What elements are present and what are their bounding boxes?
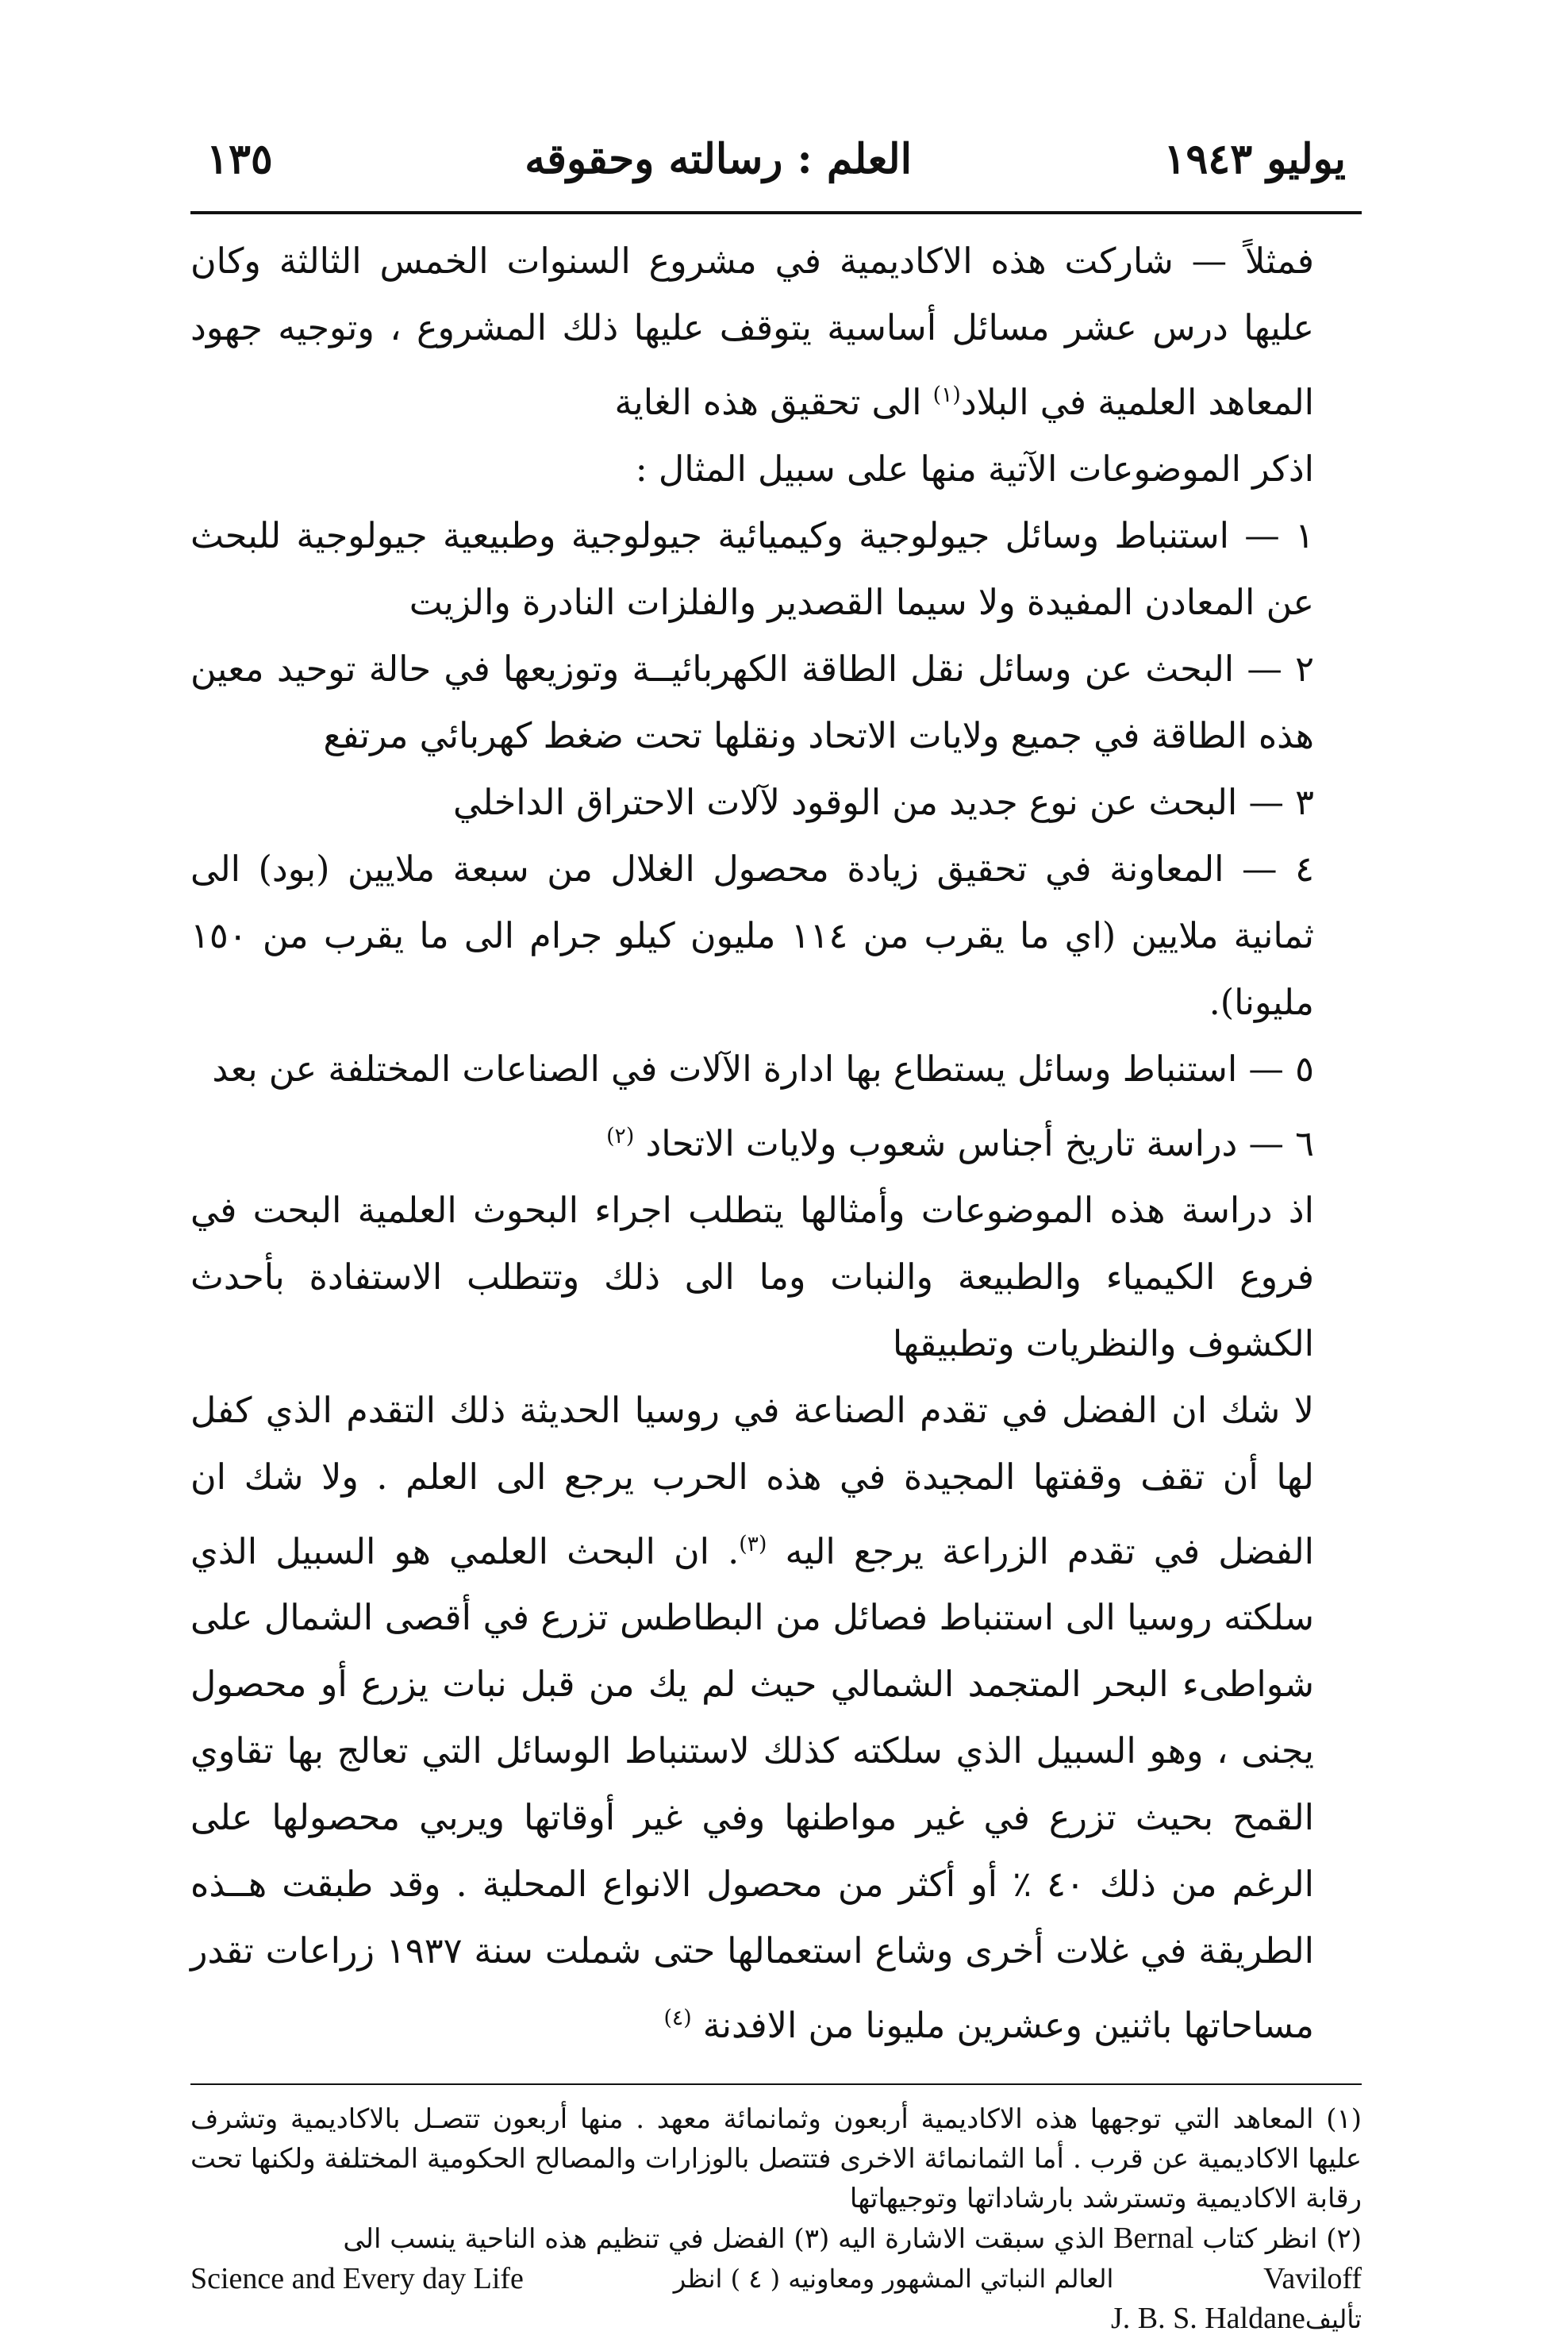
- article-body: [190, 229, 1362, 2060]
- list-item: ٦ — دراسة تاريخ أجناس شعوب ولايات الاتحاد $^{(٢)}$: [606, 1123, 1314, 1164]
- list-item: ٤ — المعاونة في تحقيق زيادة محصول الغلال من سبعة ملايين (بود) الى ثمانية ملايين (اي ما يقرب من ١١٤ مليون كيلو جرام الى ما يقرب من ١٥٠ مليونا).: [190, 848, 1314, 1023]
- footnote-ref: (٣): [739, 1531, 767, 1556]
- header-title: العلم : رسالته وحقوقه: [525, 135, 913, 183]
- footnote-3-4: Science and Every day Life العالم النباتي المشهور ومعاونيه ( ٤ ) انظر Vaviloff: [190, 2259, 1362, 2299]
- citation-vaviloff: Vaviloff: [1263, 2262, 1362, 2296]
- footnotes: [190, 2099, 1362, 2339]
- list-item: ٥ — استنباط وسائل يستطاع بها ادارة الآلات في الصناعات المختلفة عن بعد: [212, 1048, 1314, 1090]
- paragraph: اذ دراسة هذه الموضوعات وأمثالها يتطلب اجراء البحوث العلمية البحت في فروع الكيمياء والطبيعة والنبات وما الى ذلك وتتطلب الاستفادة بأحدث الكشوف والنظريات وتطبيقها: [190, 1190, 1314, 1364]
- page-number: ١٣٥: [206, 135, 273, 183]
- header-date: يوليو ١٩٤٣: [1163, 135, 1346, 183]
- citation-author-line: J. B. S. Haldaneتأليف: [1110, 2302, 1362, 2336]
- list-item: ٢ — البحث عن وسائل نقل الطاقة الكهربائيــة وتوزيعها في حالة توحيد معين هذه الطاقة في جميع ولايات الاتحاد ونقلها تحت ضغط كهربائي مرتفع: [190, 648, 1314, 756]
- citation-book-title: Science and Every day Life: [190, 2262, 524, 2296]
- footnote-2-3: (٢) انظر كتاب Bernal الذي سبقت الاشارة اليه (٣) الفضل في تنظيم هذه الناحية ينسب الى: [343, 2222, 1362, 2256]
- citation-bernal: Bernal: [1113, 2222, 1194, 2256]
- footnote-1: (١) المعاهد التي توجهها هذه الاكاديمية أربعون وثمانمائة معهد . منها أربعون تتصـل بالاكاديمية وتشرف عليها الاكاديمية عن قرب . أما الثمانمائة الاخرى فتتصل بالوزارات والمصالح الحكومية المختلفة ولكنها تحت رقابة الاكاديمية وتسترشد بارشاداتها وتوجيهاتها: [190, 2103, 1362, 2215]
- running-header: [190, 135, 1362, 198]
- list-item: ٣ — البحث عن نوع جديد من الوقود لآلات الاحتراق الداخلي: [452, 782, 1314, 823]
- footnote-ref: (٤): [663, 2006, 692, 2031]
- list-item: ١ — استنباط وسائل جيولوجية وكيميائية جيولوجية وطبيعية جيولوجية للبحث عن المعادن المفيدة ولا سيما القصدير والفلزات النادرة والزيت: [190, 515, 1314, 623]
- footnote-ref: (١): [932, 383, 961, 407]
- citation-author: J. B. S. Haldane: [1110, 2302, 1305, 2336]
- paragraph: لا شك ان الفضل في تقدم الصناعة في روسيا الحديثة ذلك التقدم الذي كفل لها أن تقف وقفتها المجيدة في هذه الحرب يرجع الى العلم . ولا شك ان الفضل في تقدم الزراعة يرجع اليه $^{(٣)}$. ان البحث العلمي هو السبيل الذي سلكته روسيا الى استنباط فصائل من البطاطس تزرع في أقصى الشمال على شواطىء البحر المتجمد الشمالي حيث لم يك من قبل نبات يزرع أو محصول يجنى ، وهو السبيل الذي سلكته كذلك لاستنباط الوسائل التي تعالج بها تقاوي القمح بحيث تزرع في غير مواطنها وفي غير أوقاتها ويربي محصولها على الرغم من ذلك ٤٠ ٪ أو أكثر من محصول الانواع المحلية . وقد طبقت هــذه الطريقة في غلات أخرى وشاع استعمالها حتى شملت سنة ١٩٣٧ زراعات تقدر مساحاتها باثنين وعشرين مليونا من الافدنة $^{(٤)}$: [190, 1390, 1314, 2047]
- paragraph: اذكر الموضوعات الآتية منها على سبيل المثال :: [635, 448, 1314, 490]
- footnote-ref: (٢): [606, 1123, 635, 1148]
- footnote-rule: [190, 2083, 1362, 2085]
- paragraph: فمثلاً — شاركت هذه الاكاديمية في مشروع السنوات الخمس الثالثة وكان عليها درس عشر مسائل أساسية يتوقف عليها ذلك المشروع ، وتوجيه جهود المعاهد العلمية في البلاد$^{(١)}$ الى تحقيق هذه الغاية: [190, 241, 1314, 423]
- header-rule: [190, 211, 1362, 214]
